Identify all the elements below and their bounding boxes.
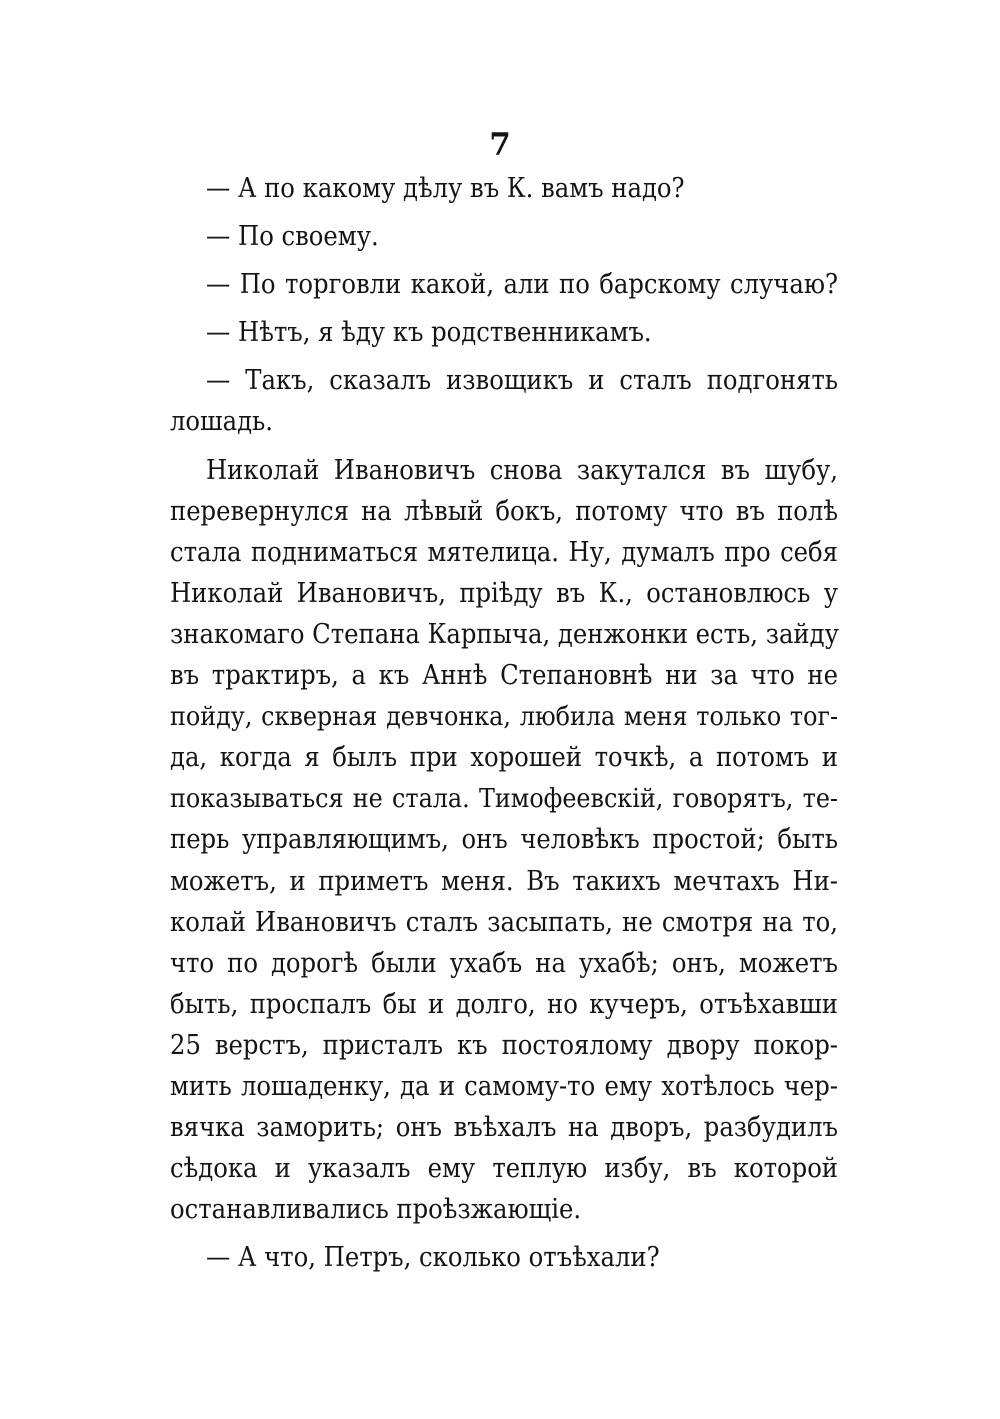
text-line: что по дорогѣ были ухабъ на ухабѣ; онъ, можетъ bbox=[170, 947, 838, 979]
paragraph-gap bbox=[170, 305, 838, 312]
text-line: да, когда я былъ при хорошей точкѣ, а потомъ и bbox=[170, 742, 838, 774]
text-line: — Такъ, сказалъ извощикъ и сталъ подгонять bbox=[206, 365, 838, 397]
page-number: 7 bbox=[489, 127, 511, 163]
text-line: — Нѣтъ, я ѣду къ родственникамъ. bbox=[206, 317, 652, 349]
text-line: перь управляющимъ, онъ человѣкъ простой; быть bbox=[170, 824, 838, 856]
text-line: сѣдока и указалъ ему теплую избу, въ которой bbox=[170, 1153, 838, 1185]
text-line: пойду, скверная девчонка, любила меня только тог- bbox=[170, 701, 838, 733]
body-text bbox=[170, 168, 838, 1278]
text-line: быть, проспалъ бы и долго, но кучеръ, отъѣхавши bbox=[170, 988, 838, 1020]
paragraph-gap bbox=[170, 1230, 838, 1237]
text-line: останавливались проѣзжающіе. bbox=[170, 1194, 582, 1226]
text-line: — А что, Петръ, сколько отъѣхали? bbox=[206, 1242, 660, 1274]
paragraph-gap bbox=[170, 353, 838, 360]
text-line: вячка заморить; онъ въѣхалъ на дворъ, разбудилъ bbox=[170, 1112, 838, 1144]
text-line: мить лошаденку, да и самому-то ему хотѣлось чер- bbox=[170, 1070, 838, 1102]
text-line: Николай Ивановичъ, пріѣду въ К., остановлюсь у bbox=[170, 577, 838, 609]
text-line: можетъ, и приметъ меня. Въ такихъ мечтахъ Ни- bbox=[170, 865, 838, 897]
text-line: — А по какому дѣлу въ К. вамъ надо? bbox=[206, 173, 685, 204]
text-line: показываться не стала. Тимофеевскій, говорятъ, те- bbox=[170, 783, 838, 815]
paragraph-gap bbox=[170, 257, 838, 264]
paragraph-gap bbox=[170, 209, 838, 216]
text-line: Николай Ивановичъ снова закутался въ шубу, bbox=[206, 454, 838, 486]
text-line: колай Ивановичъ сталъ засыпать, не смотря на то, bbox=[170, 906, 838, 938]
text-line: перевернулся на лѣвый бокъ, потому что въ полѣ bbox=[170, 495, 838, 527]
paragraph-gap bbox=[170, 443, 838, 450]
text-line: 25 верстъ, присталъ къ постоялому двору покор- bbox=[170, 1029, 838, 1061]
text-line: стала подниматься мятелица. Ну, думалъ про себя bbox=[170, 536, 838, 568]
text-line: знакомаго Степана Карпыча, денжонки есть, зайду bbox=[170, 618, 839, 650]
text-line: лошадь. bbox=[170, 406, 273, 438]
text-line: въ трактиръ, а къ Аннѣ Степановнѣ ни за что не bbox=[170, 660, 838, 692]
text-line: — По торговли какой, али по барскому случаю? bbox=[206, 269, 838, 301]
text-line: — По своему. bbox=[206, 221, 379, 253]
